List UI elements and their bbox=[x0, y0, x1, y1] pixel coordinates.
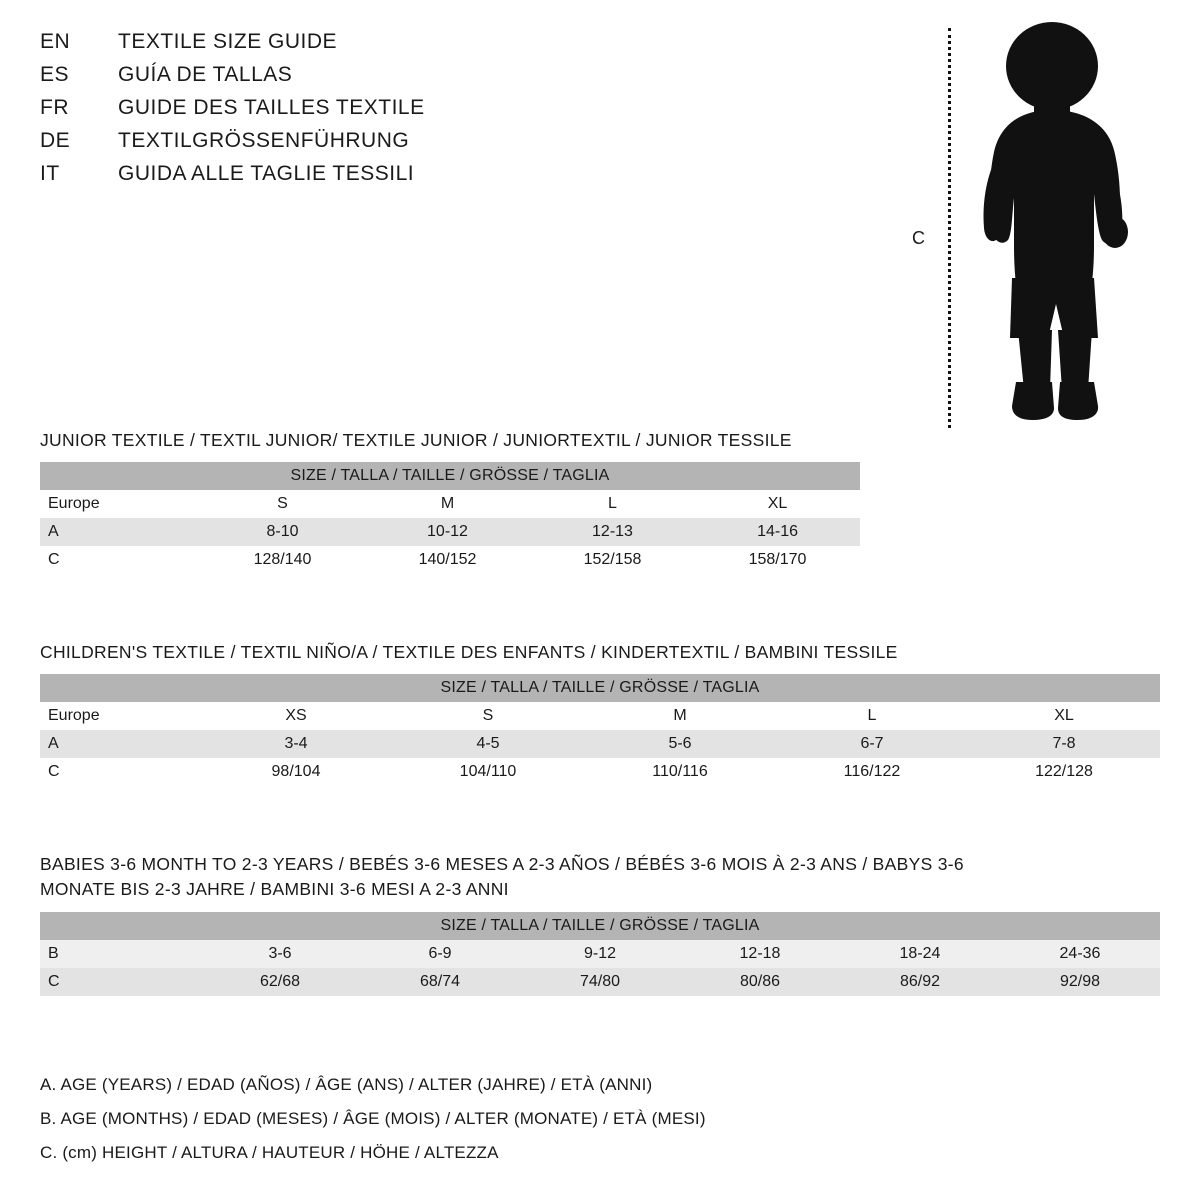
table-cell: 128/140 bbox=[200, 546, 365, 574]
title-text-es: GUÍA DE TALLAS bbox=[118, 63, 293, 86]
band-label-children: SIZE / TALLA / TAILLE / GRÖSSE / TAGLIA bbox=[40, 674, 1160, 702]
row-label-c: C bbox=[40, 546, 200, 574]
row-label-a: A bbox=[40, 518, 200, 546]
title-text-de: TEXTILGRÖSSENFÜHRUNG bbox=[118, 129, 410, 152]
language-code-fr: FR bbox=[40, 96, 69, 119]
title-row-es bbox=[40, 63, 680, 96]
row-label-a: A bbox=[40, 730, 200, 758]
row-label-c: C bbox=[40, 968, 200, 996]
language-code-de: DE bbox=[40, 129, 71, 152]
title-row-fr bbox=[40, 96, 680, 129]
table-cell: 92/98 bbox=[1000, 968, 1160, 996]
legend-line-c: C. (cm) HEIGHT / ALTURA / HAUTEUR / HÖHE / ALTEZZA bbox=[40, 1143, 499, 1162]
table-cell: 10-12 bbox=[365, 518, 530, 546]
table-cell: 122/128 bbox=[968, 758, 1160, 786]
table-cell: 5-6 bbox=[584, 730, 776, 758]
size-table-junior bbox=[40, 462, 860, 574]
table-band-row bbox=[40, 912, 1160, 940]
language-code-es: ES bbox=[40, 63, 70, 86]
table-cell: 140/152 bbox=[365, 546, 530, 574]
table-cell: 86/92 bbox=[840, 968, 1000, 996]
section-children bbox=[40, 640, 1160, 786]
title-text-it: GUIDA ALLE TAGLIE TESSILI bbox=[118, 162, 415, 185]
table-cell: 4-5 bbox=[392, 730, 584, 758]
size-header-cell: M bbox=[584, 702, 776, 730]
table-cell: 3-4 bbox=[200, 730, 392, 758]
title-text-fr: GUIDE DES TAILLES TEXTILE bbox=[118, 96, 425, 119]
size-header-cell: S bbox=[200, 490, 365, 518]
region-label-junior: Europe bbox=[40, 490, 200, 518]
section-junior bbox=[40, 428, 1160, 574]
table-cell: 68/74 bbox=[360, 968, 520, 996]
table-cell: 8-10 bbox=[200, 518, 365, 546]
height-measure-label: C bbox=[912, 228, 925, 248]
table-cell: 74/80 bbox=[520, 968, 680, 996]
table-band-row bbox=[40, 674, 1160, 702]
size-header-cell: XL bbox=[968, 702, 1160, 730]
table-cell: 116/122 bbox=[776, 758, 968, 786]
title-row-en bbox=[40, 30, 680, 63]
table-row bbox=[40, 968, 1160, 996]
row-label-b: B bbox=[40, 940, 200, 968]
table-row bbox=[40, 518, 860, 546]
table-row bbox=[40, 730, 1160, 758]
legend-line-a: A. AGE (YEARS) / EDAD (AÑOS) / ÂGE (ANS) / ALTER (JAHRE) / ETÀ (ANNI) bbox=[40, 1075, 653, 1094]
legend bbox=[40, 1068, 1160, 1170]
table-row bbox=[40, 940, 1160, 968]
table-cell: 12-18 bbox=[680, 940, 840, 968]
legend-line-b: B. AGE (MONTHS) / EDAD (MESES) / ÂGE (MOIS) / ALTER (MONATE) / ETÀ (MESI) bbox=[40, 1109, 706, 1128]
row-label-c: C bbox=[40, 758, 200, 786]
section-title-junior: JUNIOR TEXTILE / TEXTIL JUNIOR/ TEXTILE JUNIOR / JUNIORTEXTIL / JUNIOR TESSILE bbox=[40, 430, 792, 450]
table-cell: 7-8 bbox=[968, 730, 1160, 758]
table-cell: 3-6 bbox=[200, 940, 360, 968]
language-code-it: IT bbox=[40, 162, 60, 185]
title-row-de bbox=[40, 129, 680, 162]
size-header-cell: S bbox=[392, 702, 584, 730]
band-label-babies: SIZE / TALLA / TAILLE / GRÖSSE / TAGLIA bbox=[40, 912, 1160, 940]
table-cell: 24-36 bbox=[1000, 940, 1160, 968]
title-block bbox=[40, 30, 680, 195]
child-silhouette-icon bbox=[952, 18, 1152, 430]
size-table-children bbox=[40, 674, 1160, 786]
table-row bbox=[40, 758, 1160, 786]
size-table-babies bbox=[40, 912, 1160, 996]
table-cell: 14-16 bbox=[695, 518, 860, 546]
height-figure bbox=[900, 10, 1160, 430]
table-cell: 98/104 bbox=[200, 758, 392, 786]
table-header-row bbox=[40, 490, 860, 518]
language-code-en: EN bbox=[40, 30, 71, 53]
title-row-it bbox=[40, 162, 680, 195]
table-cell: 110/116 bbox=[584, 758, 776, 786]
table-cell: 104/110 bbox=[392, 758, 584, 786]
table-cell: 62/68 bbox=[200, 968, 360, 996]
table-cell: 158/170 bbox=[695, 546, 860, 574]
height-dotted-line bbox=[948, 28, 951, 428]
section-title-children: CHILDREN'S TEXTILE / TEXTIL NIÑO/A / TEXTILE DES ENFANTS / KINDERTEXTIL / BAMBINI TESSILE bbox=[40, 642, 898, 662]
table-row bbox=[40, 546, 860, 574]
table-cell: 9-12 bbox=[520, 940, 680, 968]
table-band-row bbox=[40, 462, 860, 490]
table-header-row bbox=[40, 702, 1160, 730]
size-header-cell: M bbox=[365, 490, 530, 518]
section-babies bbox=[40, 852, 1160, 996]
table-cell: 152/158 bbox=[530, 546, 695, 574]
table-cell: 12-13 bbox=[530, 518, 695, 546]
band-label-junior: SIZE / TALLA / TAILLE / GRÖSSE / TAGLIA bbox=[40, 462, 860, 490]
table-cell: 18-24 bbox=[840, 940, 1000, 968]
section-title-babies: BABIES 3-6 MONTH TO 2-3 YEARS / BEBÉS 3-6 MESES A 2-3 AÑOS / BÉBÉS 3-6 MOIS À 2-3 ANS / BABYS 3-6 MONATE BIS 2-3 JAHRE / BAMBINI 3-6 MESI A 2-3 ANNI bbox=[40, 854, 964, 900]
size-header-cell: L bbox=[530, 490, 695, 518]
table-cell: 6-9 bbox=[360, 940, 520, 968]
size-header-cell: L bbox=[776, 702, 968, 730]
table-cell: 6-7 bbox=[776, 730, 968, 758]
region-label-children: Europe bbox=[40, 702, 200, 730]
size-header-cell: XL bbox=[695, 490, 860, 518]
table-cell: 80/86 bbox=[680, 968, 840, 996]
size-header-cell: XS bbox=[200, 702, 392, 730]
title-text-en: TEXTILE SIZE GUIDE bbox=[118, 30, 338, 53]
